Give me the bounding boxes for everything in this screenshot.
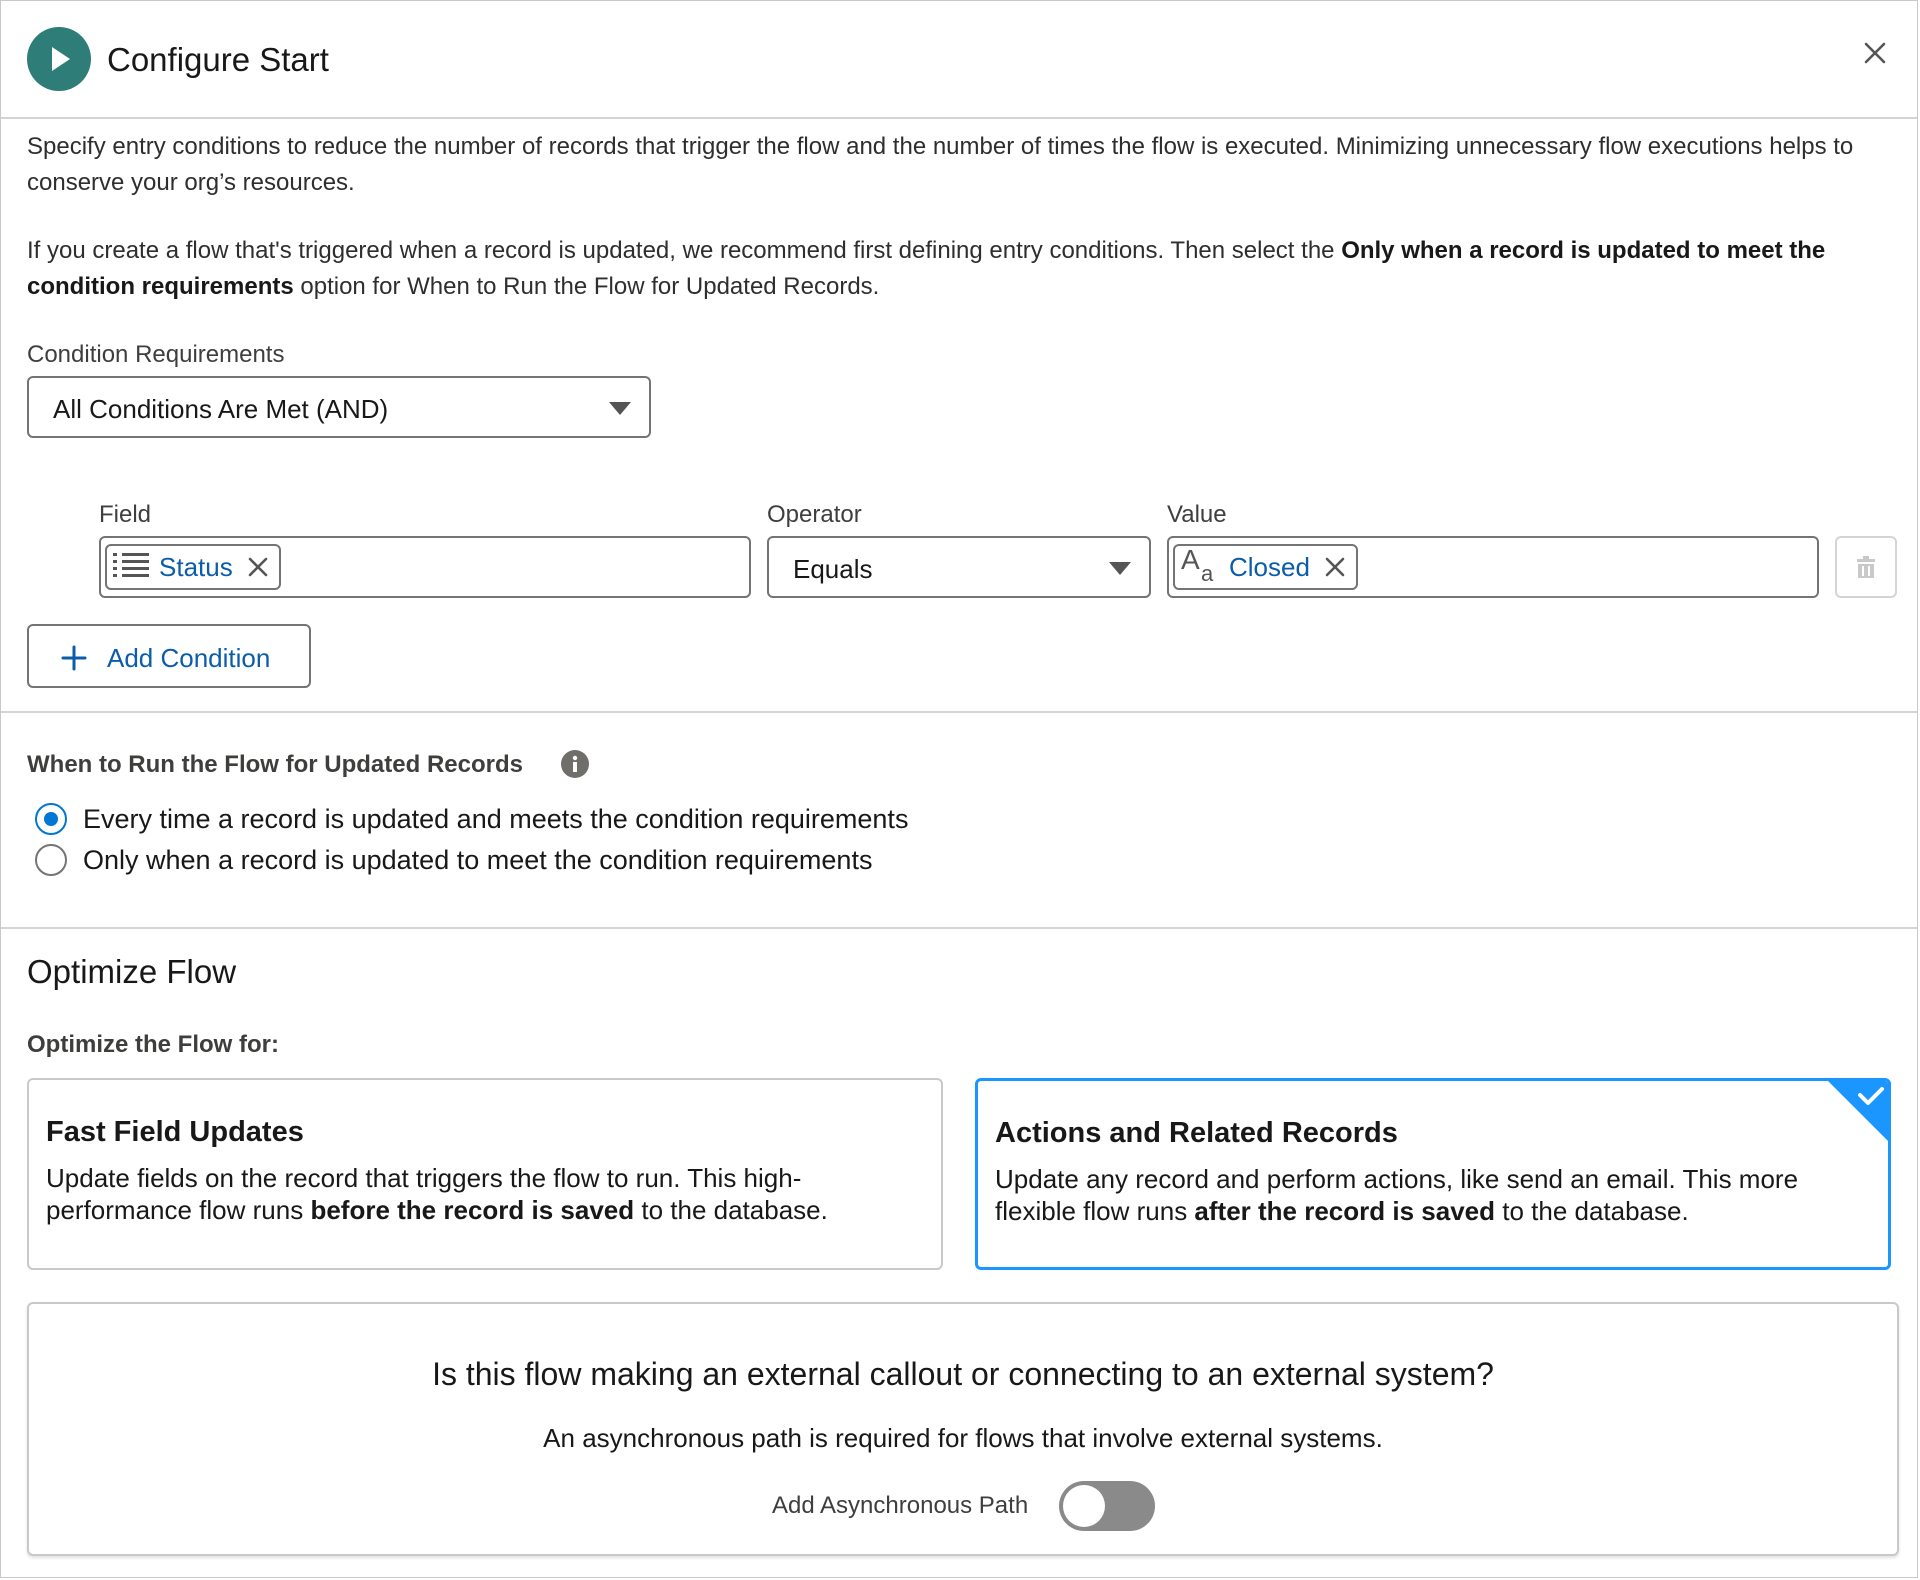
chevron-down-icon xyxy=(1109,562,1131,575)
card-description xyxy=(995,1163,1855,1227)
text-type-icon xyxy=(1179,545,1221,590)
operator-label: Operator xyxy=(767,501,862,528)
picklist-icon xyxy=(111,548,151,587)
card-desc-bold: before the record is saved xyxy=(310,1195,635,1225)
field-pill-label: Status xyxy=(159,551,233,582)
chevron-down-icon xyxy=(609,402,631,415)
operator-select[interactable] xyxy=(767,536,1151,598)
async-description: An asynchronous path is required for flows that involve external systems. xyxy=(543,1423,1383,1453)
optimize-subtitle: Optimize the Flow for: xyxy=(27,1031,279,1058)
intro-paragraph-2 xyxy=(27,233,1897,305)
modal-title: Configure Start xyxy=(107,41,329,78)
value-pill-label: Closed xyxy=(1229,551,1310,582)
check-icon xyxy=(1828,1081,1888,1141)
play-icon xyxy=(27,27,91,91)
async-path-toggle[interactable] xyxy=(1059,1481,1155,1531)
card-desc-text: Update fields on the record that triggers the flow to run. This high-performance flow runs xyxy=(46,1163,802,1225)
plus-icon xyxy=(61,645,87,671)
value-input[interactable] xyxy=(1167,536,1819,598)
card-desc-bold: after the record is saved xyxy=(1194,1196,1495,1226)
optimize-flow-title: Optimize Flow xyxy=(27,953,237,990)
condition-requirements-label: Condition Requirements xyxy=(27,341,285,368)
intro-p2-text: If you create a flow that's triggered when a record is updated, we recommend first defining entry conditions. Then select the xyxy=(27,237,1342,264)
svg-text:A: A xyxy=(1181,544,1200,575)
card-actions-related-records[interactable] xyxy=(975,1078,1891,1270)
intro-p2-bold: Only when a record is updated to meet the condition requirements xyxy=(27,237,1826,300)
card-fast-field-updates[interactable] xyxy=(27,1078,943,1270)
value-pill xyxy=(1173,544,1358,590)
radio-only-when[interactable] xyxy=(35,844,935,878)
card-title: Fast Field Updates xyxy=(46,1116,304,1148)
intro-p2-after: option for When to Run the Flow for Updated Records. xyxy=(293,273,880,300)
divider xyxy=(1,927,1917,929)
trash-icon xyxy=(1837,538,1895,596)
condition-requirements-value: All Conditions Are Met (AND) xyxy=(53,394,389,424)
card-description xyxy=(46,1162,906,1226)
radio-every-time[interactable] xyxy=(35,803,935,837)
intro-paragraph-1: Specify entry conditions to reduce the number of records that trigger the flow and the number of times the flow is executed. Minimizing unnecessary flow executions helps to conserve your org’s resources. xyxy=(27,133,1854,196)
field-pill xyxy=(105,544,281,590)
info-icon[interactable] xyxy=(561,750,589,778)
operator-value: Equals xyxy=(793,554,873,584)
add-condition-button[interactable] xyxy=(27,624,311,688)
add-condition-label: Add Condition xyxy=(107,643,271,673)
async-toggle-label: Add Asynchronous Path xyxy=(772,1492,1029,1519)
radio-button[interactable] xyxy=(35,844,67,876)
modal-header xyxy=(1,1,1917,119)
radio-only-when-label: Only when a record is updated to meet the condition requirements xyxy=(83,845,873,875)
card-title: Actions and Related Records xyxy=(995,1117,1398,1149)
when-to-run-label: When to Run the Flow for Updated Records xyxy=(27,751,523,778)
card-desc-text: Update any record and perform actions, like send an email. This more flexible flow runs xyxy=(995,1164,1799,1226)
radio-button-checked[interactable] xyxy=(35,803,67,835)
svg-text:a: a xyxy=(1201,560,1214,585)
card-desc-after: to the database. xyxy=(634,1195,828,1225)
remove-field-icon[interactable] xyxy=(245,554,271,580)
condition-requirements-select[interactable] xyxy=(27,376,651,438)
delete-condition-button[interactable] xyxy=(1835,536,1897,598)
value-label: Value xyxy=(1167,501,1227,528)
async-question: Is this flow making an external callout or connecting to an external system? xyxy=(432,1356,1494,1392)
remove-value-icon[interactable] xyxy=(1322,554,1348,580)
async-path-box xyxy=(27,1302,1899,1556)
radio-every-time-label: Every time a record is updated and meets the condition requirements xyxy=(83,804,909,834)
toggle-knob xyxy=(1063,1485,1105,1527)
divider xyxy=(1,711,1917,713)
card-desc-after: to the database. xyxy=(1495,1196,1689,1226)
field-input[interactable] xyxy=(99,536,751,598)
field-label: Field xyxy=(99,501,152,528)
close-icon[interactable] xyxy=(1857,35,1893,71)
